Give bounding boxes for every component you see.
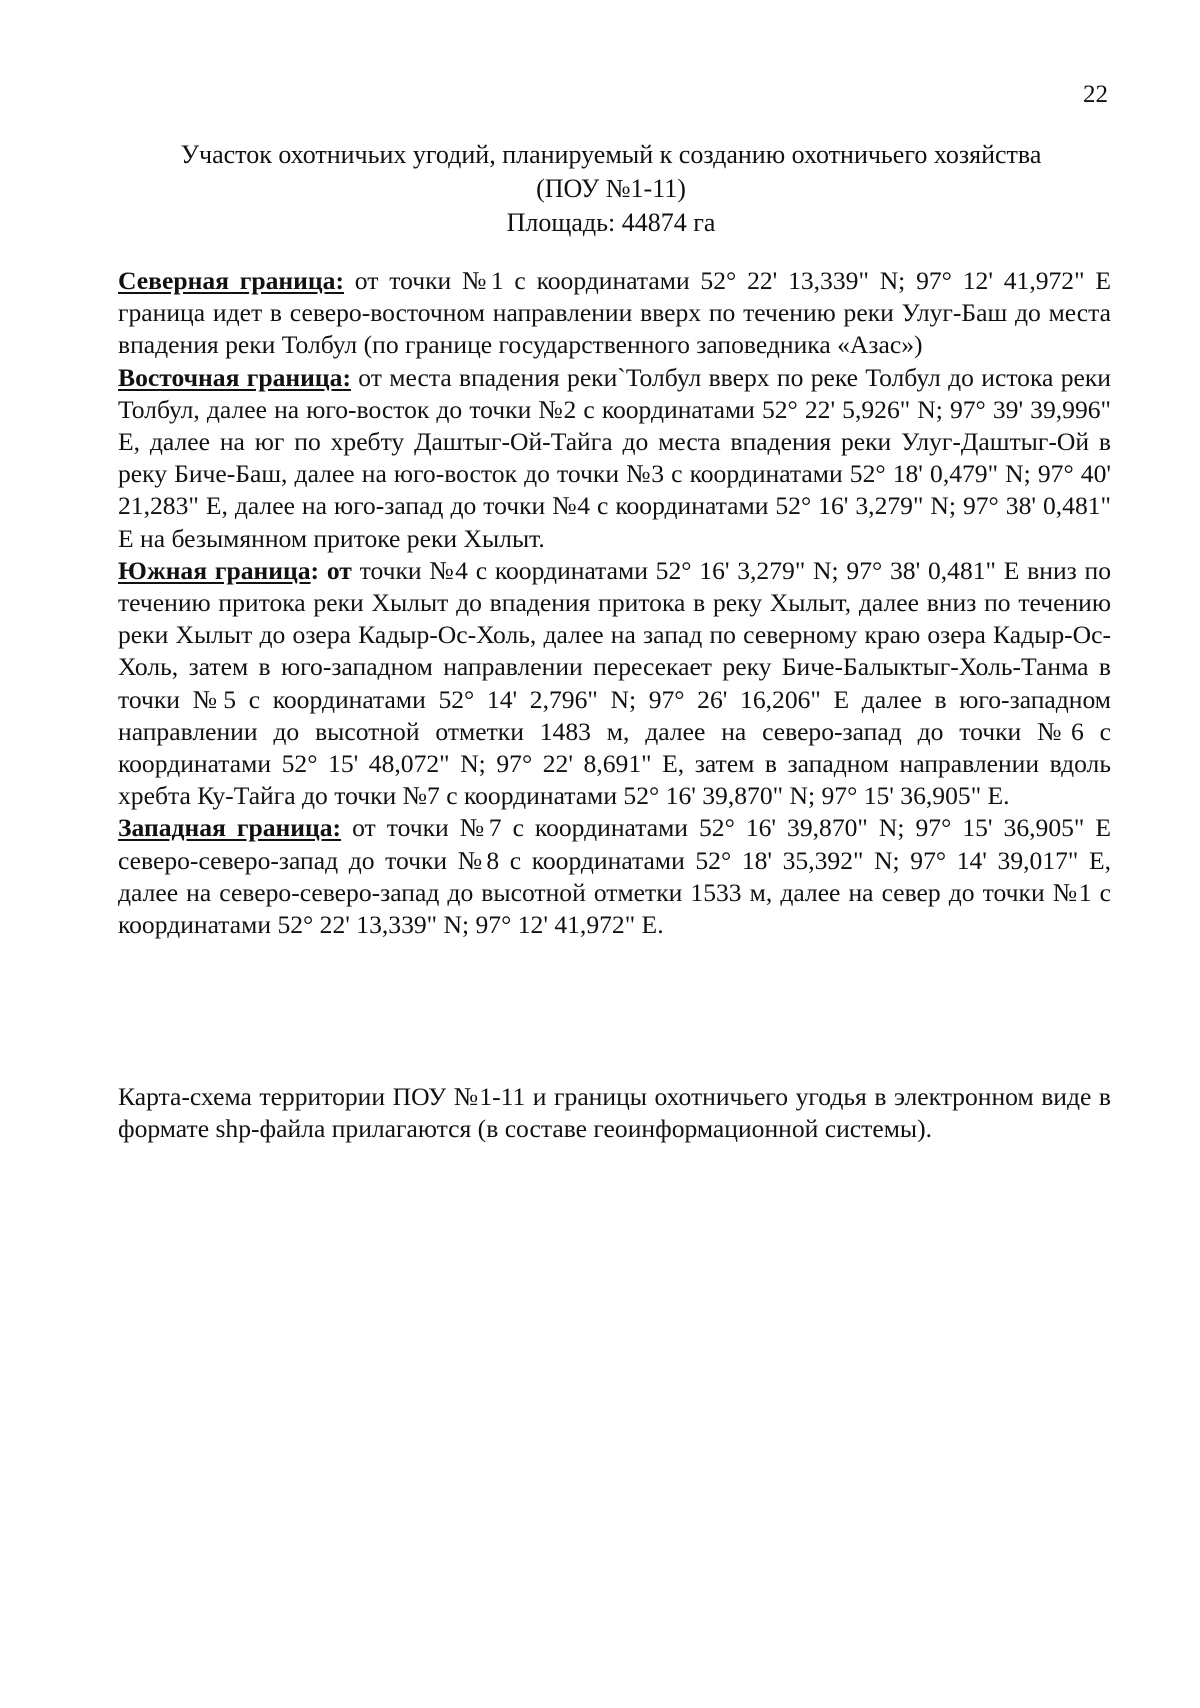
north-boundary-text: от точки №1 с координатами 52° 22' 13,339" N; 97° 12' 41,972" E граница идет в северо-восточном направлении вверх по течению реки Улуг-Баш до места впадения реки Толбул (по границе государственного заповедника «Азас») — [118, 266, 1111, 360]
east-boundary-label: Восточная граница — [118, 362, 343, 392]
page-number: 22 — [1083, 81, 1108, 108]
boundary-description — [118, 265, 1111, 941]
closing-note: Карта-схема территории ПОУ №1-11 и границы охотничьего угодья в электронном виде в формате shp-файла прилагаются (в составе геоинформационной системы). — [118, 1082, 1111, 1144]
east-boundary-label-suffix: : — [342, 362, 351, 392]
south-boundary-label-suffix: : от — [310, 555, 352, 585]
south-boundary-paragraph — [118, 555, 1111, 813]
east-boundary-text: от места впадения реки`Толбул вверх по реке Толбул до истока реки Толбул, далее на юго-восток до точки №2 с координатами 52° 22' 5,926" N; 97° 39' 39,996" E, далее на юг по хребту Даштыг-Ой-Тайга до места впадения реки Улуг-Даштыг-Ой в реку Биче-Баш, далее на юго-восток до точки №3 с координатами 52° 18' 0,479" N; 97° 40' 21,283" E, далее на юго-запад до точки №4 с координатами 52° 16' 3,279" N; 97° 38' 0,481" E на безымянном притоке реки Хылыт. — [118, 362, 1111, 553]
document-header — [110, 138, 1112, 240]
north-boundary-label-suffix: : — [335, 266, 344, 295]
south-boundary-label: Южная граница — [118, 555, 311, 585]
north-boundary-label: Северная граница — [118, 266, 336, 295]
header-code: (ПОУ №1-11) — [536, 174, 686, 203]
header-area: Площадь: 44874 га — [506, 208, 716, 237]
header-title: Участок охотничьих угодий, планируемый к созданию охотничьего хозяйства — [180, 140, 1042, 169]
west-boundary-text: от точки №7 с координатами 52° 16' 39,870" N; 97° 15' 36,905" E северо-северо-запад до точки №8 с координатами 52° 18' 35,392" N; 97° 14' 39,017" E, далее на северо-северо-запад до высотной отметки 1533 м, далее на север до точки №1 с координатами 52° 22' 13,339" N; 97° 12' 41,972" E. — [118, 813, 1111, 940]
east-boundary-paragraph — [118, 362, 1111, 555]
north-boundary-paragraph — [118, 265, 1111, 362]
south-boundary-text: точки №4 с координатами 52° 16' 3,279" N; 97° 38' 0,481" E вниз по течению притока реки Хылыт до впадения притока в реку Хылыт, далее вниз по течению реки Хылыт до озера Кадыр-Ос-Холь, далее на запад по северному краю озера Кадыр-Ос-Холь, затем в юго-западном направлении пересекает реку Биче-Балыктыг-Холь-Танма в точки №5 с координатами 52° 14' 2,796" N; 97° 26' 16,206" E далее в юго-западном направлении до высотной отметки 1483 м, далее на северо-запад до точки №6 с координатами 52° 15' 48,072" N; 97° 22' 8,691" E, затем в западном направлении вдоль хребта Ку-Тайга до точки №7 с координатами 52° 16' 39,870" N; 97° 15' 36,905" E. — [118, 555, 1112, 811]
west-boundary-label-suffix: : — [332, 813, 342, 843]
west-boundary-label: Западная граница — [118, 813, 333, 843]
west-boundary-paragraph — [118, 812, 1111, 941]
